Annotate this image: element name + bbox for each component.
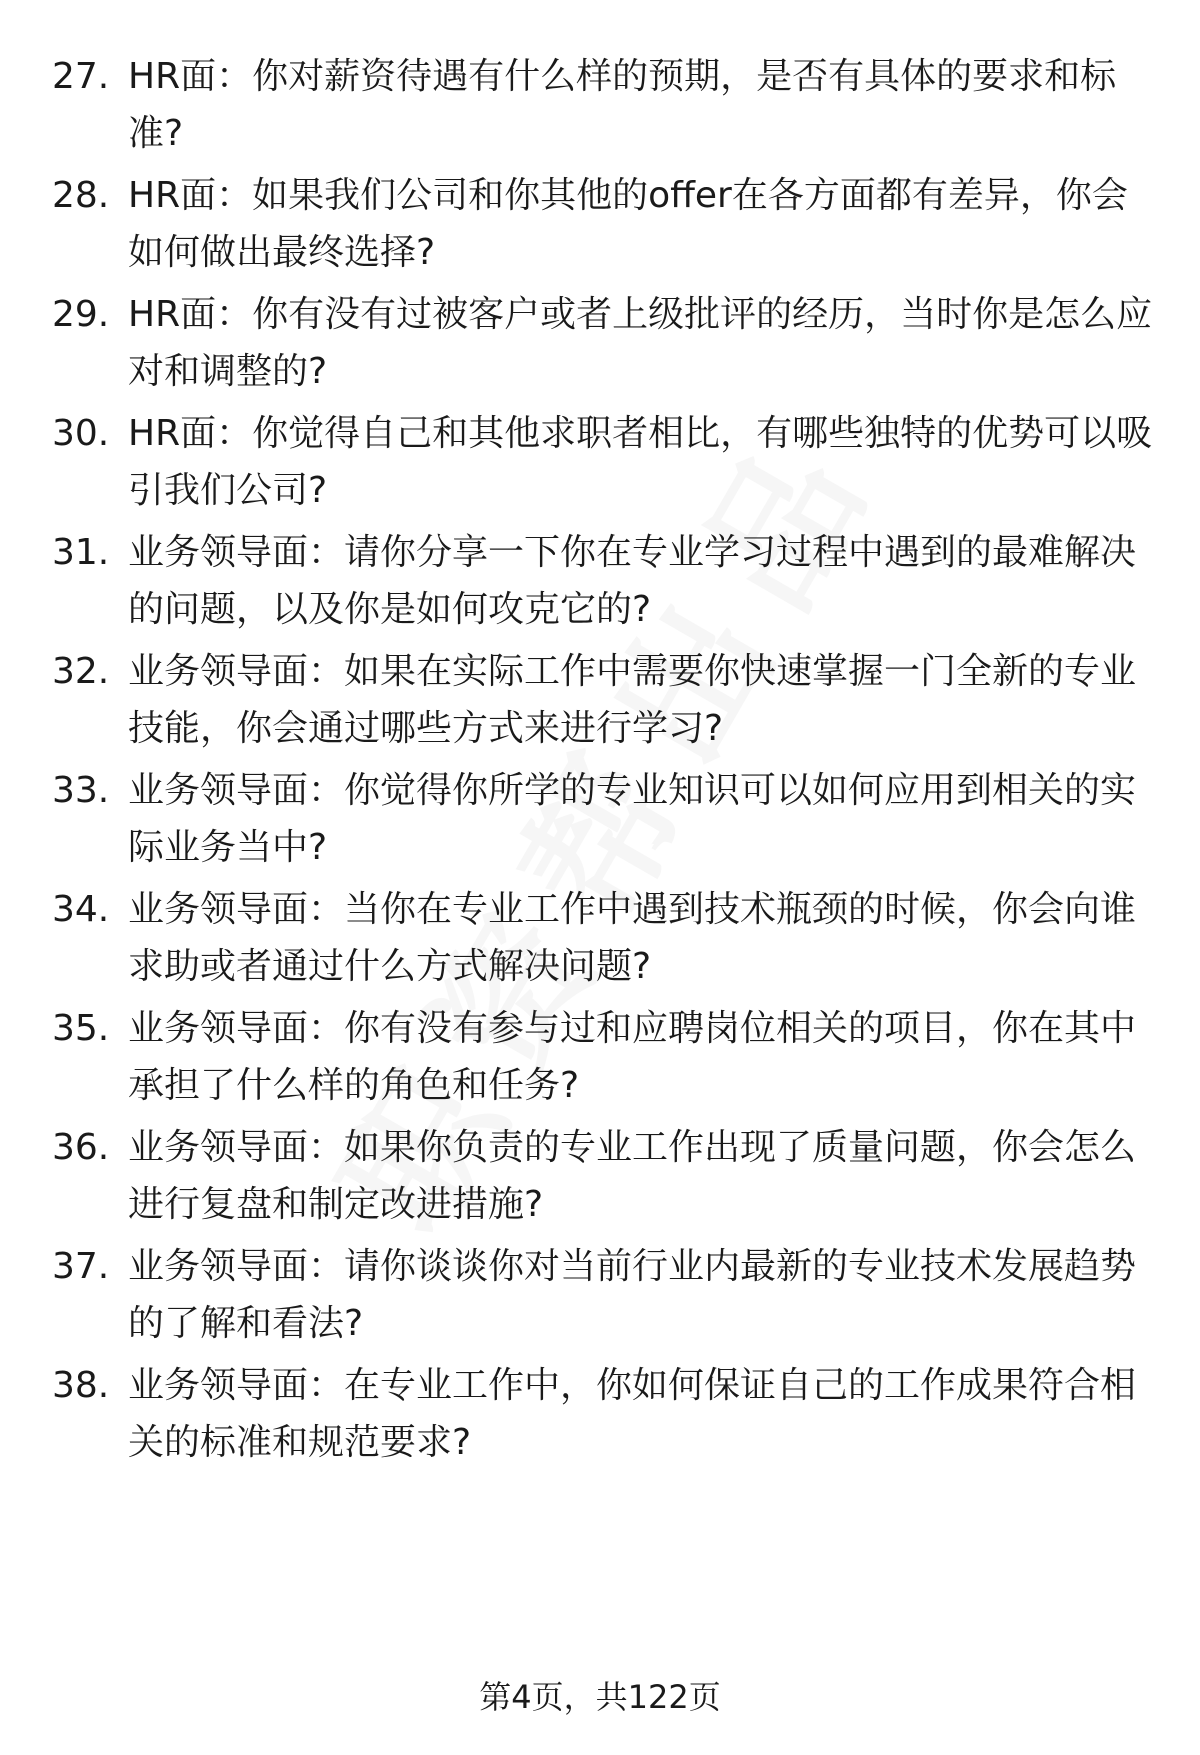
question-text: HR面：你觉得自己和其他求职者相比，有哪些独特的优势可以吸引我们公司? [128,413,1153,511]
question-number: 36. [52,1127,110,1168]
question-item [52,1238,1162,1348]
question-text: 业务领导面：你有没有参与过和应聘岗位相关的项目，你在其中承担了什么样的角色和任务? [128,1008,1137,1106]
question-number: 30. [52,413,110,454]
question-number: 35. [52,1008,110,1049]
question-item [52,1357,1162,1467]
question-item [52,167,1162,277]
question-item [52,1000,1162,1110]
page-footer: 第4页，共122页 [479,1678,721,1716]
question-text: 业务领导面：你觉得你所学的专业知识可以如何应用到相关的实际业务当中? [128,770,1137,868]
question-item [52,881,1162,991]
question-item [52,405,1162,515]
question-item [52,48,1162,158]
question-text: 业务领导面：请你谈谈你对当前行业内最新的专业技术发展趋势的了解和看法? [128,1246,1137,1344]
question-number: 31. [52,532,110,573]
question-number: 32. [52,651,110,692]
question-item [52,286,1162,396]
question-text: 业务领导面：如果在实际工作中需要你快速掌握一门全新的专业技能，你会通过哪些方式来进行学习? [128,651,1137,749]
question-item [52,524,1162,634]
question-text: 业务领导面：当你在专业工作中遇到技术瓶颈的时候，你会向谁求助或者通过什么方式解决问题? [128,889,1137,987]
question-text: 业务领导面：请你分享一下你在专业学习过程中遇到的最难解决的问题，以及你是如何攻克它的? [128,532,1137,630]
question-text: 业务领导面：如果你负责的专业工作出现了质量问题，你会怎么进行复盘和制定改进措施? [128,1127,1137,1225]
question-item [52,643,1162,753]
question-text: HR面：你对薪资待遇有什么样的预期，是否有具体的要求和标准? [128,56,1117,154]
question-number: 29. [52,294,110,335]
question-item [52,1119,1162,1229]
question-number: 37. [52,1246,110,1287]
question-number: 27. [52,56,110,97]
question-text: 业务领导面：在专业工作中，你如何保证自己的工作成果符合相关的标准和规范要求? [128,1365,1137,1463]
question-number: 34. [52,889,110,930]
question-text: HR面：你有没有过被客户或者上级批评的经历，当时你是怎么应对和调整的? [128,294,1153,392]
question-number: 33. [52,770,110,811]
question-number: 38. [52,1365,110,1406]
question-text: HR面：如果我们公司和你其他的offer在各方面都有差异，你会如何做出最终选择? [128,175,1128,273]
question-item [52,762,1162,872]
question-number: 28. [52,175,110,216]
